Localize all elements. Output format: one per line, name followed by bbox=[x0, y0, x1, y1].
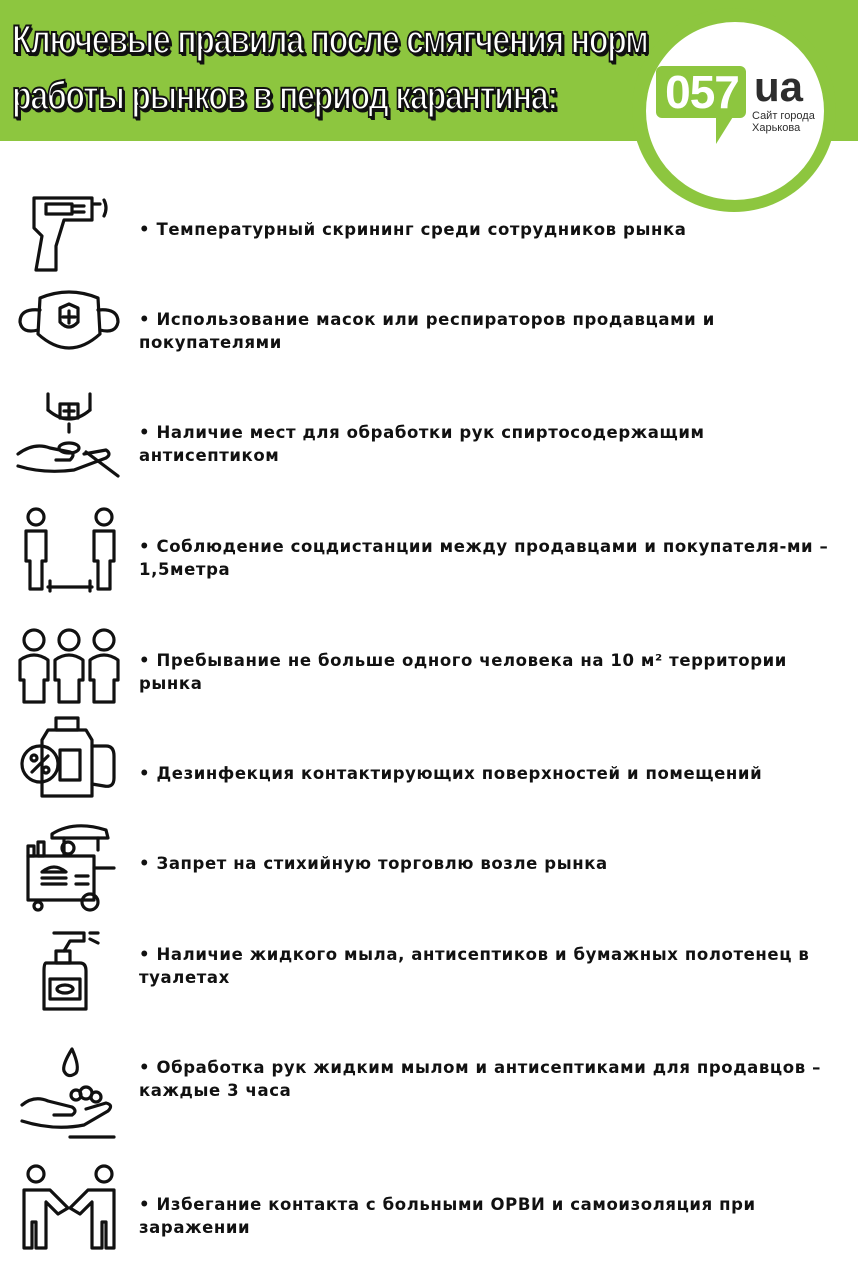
rule-text: • Пребывание не больше одного человека на 10 м² территории рынка bbox=[139, 651, 787, 693]
rule-text: • Дезинфекция контактирующих поверхностей и помещений bbox=[139, 764, 763, 783]
title-line-1: Ключевые правила после смягчения норм bbox=[12, 18, 648, 62]
two-people-contact-icon bbox=[14, 1162, 124, 1258]
rule-text: • Температурный скрининг среди сотрудников рынка bbox=[139, 220, 687, 239]
spray-bottle-icon bbox=[14, 925, 124, 1021]
rule-text: • Использование масок или респираторов продавцами и покупателями bbox=[139, 310, 715, 352]
street-vendor-cart-icon bbox=[14, 820, 124, 916]
rule-text: • Обработка рук жидким мылом и антисептиками для продавцов – каждые 3 часа bbox=[139, 1058, 821, 1100]
title-line-2: работы рынков в период карантина: bbox=[12, 74, 557, 118]
rule-text: • Избегание контакта с больными ОРВИ и самоизоляция при заражении bbox=[139, 1195, 756, 1237]
logo-subtitle: Сайт города Харькова bbox=[752, 110, 815, 134]
social-distance-icon bbox=[14, 503, 124, 599]
hand-washing-icon bbox=[14, 1045, 124, 1141]
rule-text: • Соблюдение соцдистанции между продавцами и покупателя-ми – 1,5метра bbox=[139, 537, 829, 579]
thermometer-gun-icon bbox=[14, 186, 124, 282]
face-mask-icon bbox=[14, 278, 124, 374]
rule-text: • Наличие мест для обработки рук спиртосодержащим антисептиком bbox=[139, 423, 705, 465]
logo-number: 057 bbox=[665, 66, 739, 118]
disinfectant-canister-icon bbox=[14, 712, 124, 808]
hand-sanitizer-dispenser-icon bbox=[14, 388, 124, 484]
rule-text: • Запрет на стихийную торговлю возле рынка bbox=[139, 854, 608, 873]
logo-suffix: ua bbox=[754, 63, 804, 110]
rule-text: • Наличие жидкого мыла, антисептиков и бумажных полотенец в туалетах bbox=[139, 945, 810, 987]
people-group-icon bbox=[14, 620, 124, 716]
